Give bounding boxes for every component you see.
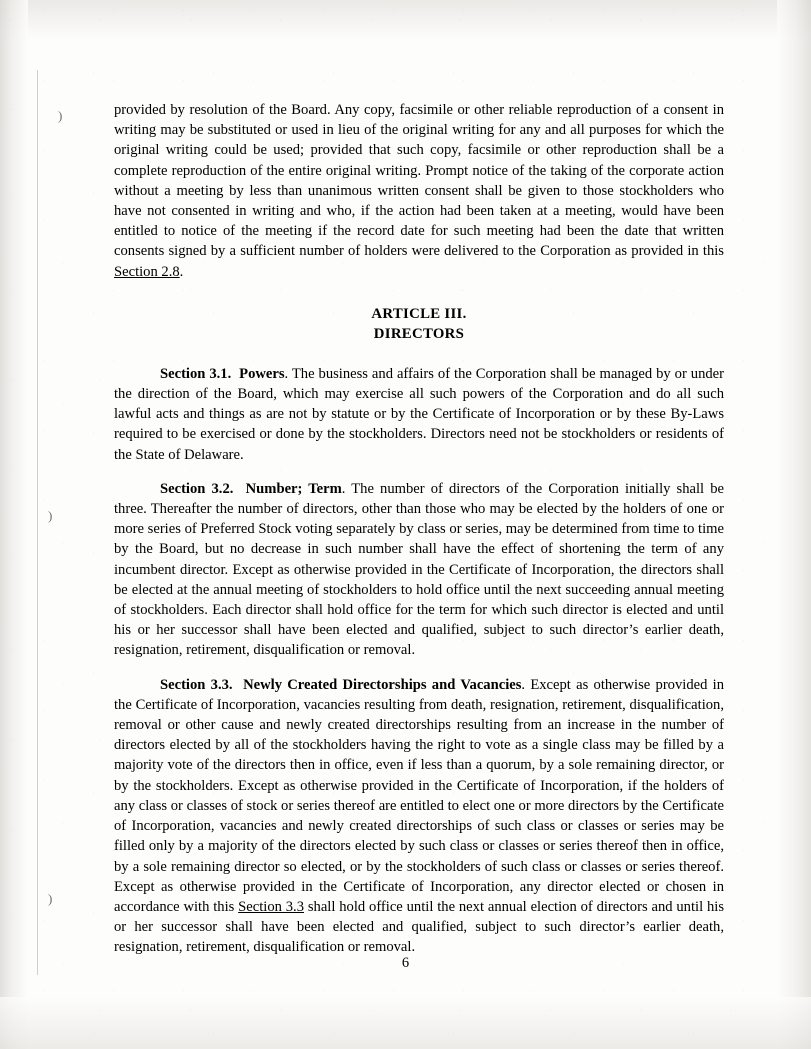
paragraph-consent-text: provided by resolution of the Board. Any copy, facsimile or other reliable reproduction of a consent in writing may be substituted or used in lieu of the original writing for any and all purposes for which the original writing could be used; provided that such copy, facsimile or other reproduction shall be a complete reproduction of the entire original writing. Prompt notice of the taking of the corporate action without a meeting by less than unanimous written consent shall be given to those stockholders who have not consented in writing and who, if the action had been taken at a meeting, would have been entitled to notice of the meeting if the record date for such meeting had been the date that written consents signed by a sufficient number of holders were delivered to the Corporation as provided in this <box>114 102 724 260</box>
section-3-2-text: . The number of directors of the Corporation initially shall be three. Thereafter the number of directors, other than those who may be elected by the holders of one or more series of Preferred Stock voting separately by class or series, may be determined from time to time by the Board, but no decrease in such number shall have the effect of shortening the term of any incumbent director. Except as otherwise provided in the Certificate of Incorporation, the directors shall be elected at the annual meeting of stockholders to hold office until the next succeeding annual meeting of stockholders. Each director shall hold office for the term for which such director is elected and until his or her successor shall have been elected and qualified, subject to such director’s earlier death, resignation, retirement, disqualification or removal. <box>114 480 724 659</box>
section-3-2 <box>114 479 724 661</box>
section-3-3-number: Section 3.3. <box>160 676 233 693</box>
section-3-2-title: Number; Term <box>245 480 342 497</box>
page-number: 6 <box>401 955 410 971</box>
section-3-1-number: Section 3.1. <box>160 365 232 382</box>
margin-mark-1: ) <box>58 108 63 123</box>
paragraph-consent-tail: . <box>179 263 184 280</box>
cross-reference-section-3-3[interactable]: Section 3.3 <box>238 898 305 915</box>
section-3-3-text: . Except as otherwise provided in the Certificate of Incorporation, vacancies resulting from death, resignation, retirement, disqualification, removal or other cause and newly created directorships resulting from an increase in the number of directors elected by all of the stockholders having the right to vote as a single class may be filled by a majority vote of the directors then in office, even if less than a quorum, by a sole remaining director, or by the stockholders. Except as otherwise provided in the Certificate of Incorporation, if the holders of any class or classes of stock or series thereof are entitled to elect one or more directors by the Certificate of Incorporation, vacancies and newly created directorships of such class or classes or series may be filled only by a majority of the directors elected by such class or classes or series thereof then in office, by a sole remaining director so elected, or by the stockholders of such class or classes or series thereof. Except as otherwise provided in the Certificate of Incorporation, any director elected or chosen in accordance with this <box>114 676 725 915</box>
article-heading-line-1: ARTICLE III. <box>371 305 467 322</box>
document-body <box>114 100 724 972</box>
section-3-1-title: Powers <box>239 365 285 382</box>
section-3-3-title: Newly Created Directorships and Vacancies <box>243 676 522 693</box>
scan-edge-top <box>0 0 811 40</box>
scan-edge-left <box>0 0 28 1049</box>
margin-mark-3: ) <box>48 891 53 906</box>
section-3-1 <box>114 364 724 465</box>
scan-edge-right <box>777 0 811 1049</box>
article-heading-line-2: DIRECTORS <box>373 325 465 342</box>
section-3-2-number: Section 3.2. <box>160 480 234 497</box>
scan-edge-bottom <box>0 997 811 1049</box>
cross-reference-section-2-8[interactable]: Section 2.8 <box>114 263 180 280</box>
section-3-1-text: . The business and affairs of the Corporation shall be managed by or under the direction of the Board, which may exercise all such powers of the Corporation and do all such lawful acts and things as are not by statute or by the Certificate of Incorporation or by these By-Laws required to be exercised or done by the stockholders. Directors need not be stockholders or residents of the State of Delaware. <box>114 365 724 463</box>
section-3-3-tail: shall hold office until the next annual election of directors and until his or her successor shall have been elected and qualified, subject to such director’s earlier death, resignation, retirement, disqualification or removal. <box>114 898 725 956</box>
page-fold-line <box>37 70 38 975</box>
section-3-3 <box>114 675 724 958</box>
paragraph-consent-continued <box>114 100 724 282</box>
margin-mark-2: ) <box>48 508 53 523</box>
article-heading <box>114 304 724 344</box>
